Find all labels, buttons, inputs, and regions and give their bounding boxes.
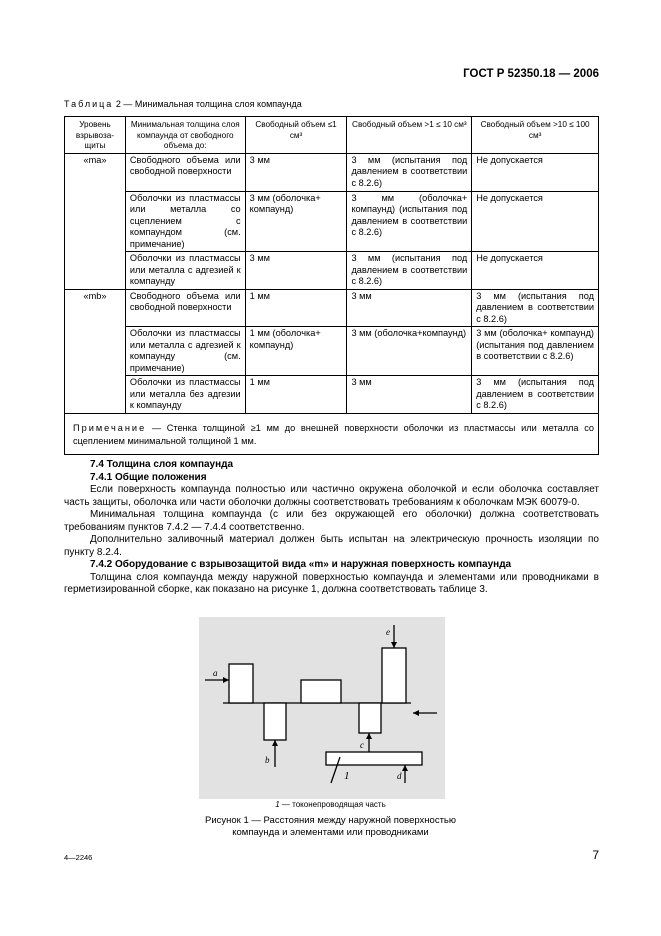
table-cell: Не допускается [472,252,599,290]
paragraph: Если поверхность компаунда полностью или частично окружена оболочкой и если оболочка составляет часть защиты, оболочка или части оболочки должны соответствовать требованиям к оболочкам МЭК 60079-0. [64,484,599,508]
table-cell: 3 мм (оболочка+ компаунд) (испытания под давлением в соответствии с 8.2.6) [472,327,599,376]
arrow-icon [223,677,229,683]
label-1: 1 [344,770,350,782]
heading-7-4-2: 7.4.2 Оборудование с взрывозащитой вида «m» и наружная поверхность компаунда [90,559,512,570]
element-left-up [229,664,253,703]
protection-level-mb: «mb» [65,289,126,413]
table-cell: 3 мм (оболочка+ компаунд) (испытания под давлением в соответствии с 8.2.6) [347,191,472,252]
table-note-row [65,413,599,454]
table-cell: Не допускается [472,191,599,252]
table-row [65,376,599,414]
col-header-level: Уровень взрывозащиты [65,117,126,154]
table-cell: 3 мм [245,153,347,191]
arrow-icon [366,733,372,739]
table-caption [64,99,302,109]
legend-number: 1 [275,800,280,809]
figure-caption-line1: Рисунок 1 — Расстояния между наружной поверхностью [204,815,457,826]
table-caption-text: 2 — Минимальная толщина слоя компаунда [115,99,302,109]
table-cell: Свободного объема или свободной поверхности [125,289,245,327]
standard-header: ГОСТ Р 52350.18 — 2006 [463,68,599,80]
table-cell: Оболочки из пластмассы или металла без адгезии к компаунду [125,376,245,414]
table-cell: 1 мм [245,289,347,327]
table-cell: Оболочки из пластмассы или металла со сцеплением с компаундом (см. примечание) [125,191,245,252]
note-text: — Стенка толщиной ≥1 мм до внешней поверхности оболочки из пластмассы или металла со сцеплением минимальной толщиной 1 мм. [73,422,594,446]
paragraph: Дополнительно заливочный материал должен быть испытан на электрическую прочность изоляции по пункту 8.2.4. [64,534,599,558]
element-left-down [264,703,286,740]
arrow-icon [413,710,419,716]
col-header-min-thickness: Минимальная толщина слоя компаунда от свободного объема до: [125,117,245,154]
figure-caption-line2: компаунда и элементами или проводниками [232,827,429,838]
table-row [65,289,599,327]
table-cell: 3 мм (испытания под давлением в соответствии с 8.2.6) [472,289,599,327]
table-cell: 3 мм (оболочка+компаунд) [347,327,472,376]
section-7-4 [64,459,599,597]
arrow-icon [402,765,408,771]
table-cell: 3 мм (испытания под давлением в соответствии с 8.2.6) [472,376,599,414]
footer-code: 4—2246 [64,853,93,862]
col-header-vol1: Свободный объем ≤1 см³ [245,117,347,154]
non-conductive-part [326,752,422,765]
paragraph: Минимальная толщина компаунда (с или без окружающей его оболочки) должна соответствовать требованиям пунктов 7.4.2 — 7.4.4 соответственно. [64,509,599,533]
heading-7-4: 7.4 Толщина слоя компаунда [90,459,234,470]
table-caption-label: Таблица [64,99,114,109]
label-b: b [265,755,270,765]
element-right-down [359,703,381,733]
arrow-icon [391,642,397,648]
heading-7-4-1: 7.4.1 Общие положения [90,471,207,483]
table-cell: 3 мм (испытания под давлением в соответствии с 8.2.6) [347,252,472,290]
note-label: Примечание [73,422,147,433]
figure-caption [0,815,661,839]
paragraph: Толщина слоя компаунда между наружной поверхностью компаунда и элементами или проводниками в герметизированной сборке, как показано на рисунке 1, должна соответствовать таблице 3. [64,571,599,595]
element-center-up [301,680,341,703]
table-cell: 3 мм [347,289,472,327]
table-row [65,153,599,191]
label-d: d [397,771,402,781]
table-cell: 3 мм (испытания под давлением в соответствии с 8.2.6) [347,153,472,191]
table-cell: Оболочки из пластмассы или металла с адгезией к компаунду [125,252,245,290]
table-cell: 3 мм [245,252,347,290]
label-a: a [213,668,218,678]
figure-legend [0,800,661,809]
legend-text: — токонепроводящая часть [279,800,386,809]
compound-thickness-table [64,116,599,455]
table-cell: 1 мм (оболочка+ компаунд) [245,327,347,376]
table-cell: 3 мм [347,376,472,414]
table-cell: 1 мм [245,376,347,414]
label-e: e [386,627,390,637]
col-header-vol2: Свободный объем >1 ≤ 10 см³ [347,117,472,154]
page-number: 7 [592,848,599,862]
table-cell: Свободного объема или свободной поверхности [125,153,245,191]
figure-1-svg [199,617,445,799]
table-row [65,191,599,252]
table-cell: Не допускается [472,153,599,191]
table-row [65,252,599,290]
table-row [65,327,599,376]
element-right-up [382,648,406,703]
protection-level-ma: «ma» [65,153,126,289]
arrow-icon [272,740,278,746]
label-c: c [360,740,364,750]
table-header-row [65,117,599,154]
col-header-vol3: Свободный объем >10 ≤ 100 см³ [472,117,599,154]
table-note [65,413,599,454]
table-cell: 3 мм (оболочка+ компаунд) [245,191,347,252]
figure-1-diagram [199,617,445,799]
table-cell: Оболочки из пластмассы или металла с адгезией к компаунду (см. примечание) [125,327,245,376]
